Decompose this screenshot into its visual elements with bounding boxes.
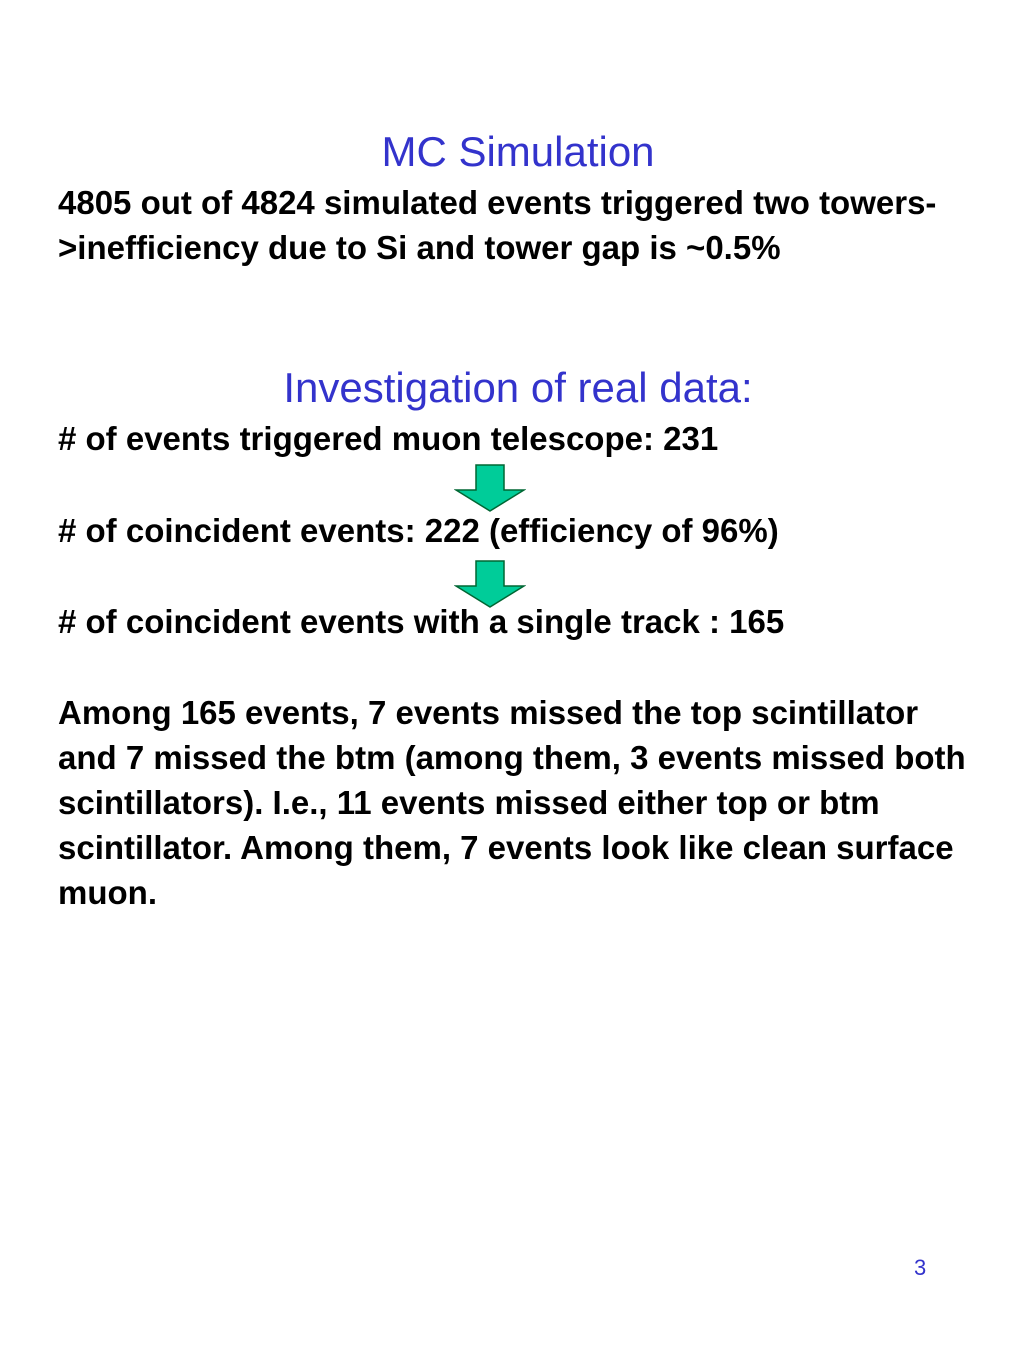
mc-simulation-heading: MC Simulation bbox=[381, 128, 655, 175]
page-number: 3 bbox=[914, 1255, 927, 1280]
real-data-heading: Investigation of real data: bbox=[283, 364, 753, 411]
down-arrow-icon bbox=[454, 464, 526, 512]
mc-simulation-text: 4805 out of 4824 simulated events triggered two towers->inefficiency due to Si and tower gap is ~0.5% bbox=[58, 184, 937, 266]
missed-scintillator-text: Among 165 events, 7 events missed the top scintillator and 7 missed the btm (among them, 3 events missed both scintillators). I.e., 11 events missed either top or btm scintillator. Among them, 7 events look like clean surface muon. bbox=[58, 694, 966, 911]
coincident-events-line: # of coincident events: 222 (efficiency of 96%) bbox=[58, 512, 779, 549]
events-triggered-line: # of events triggered muon telescope: 231 bbox=[58, 420, 719, 457]
single-track-line: # of coincident events with a single track : 165 bbox=[58, 603, 785, 640]
